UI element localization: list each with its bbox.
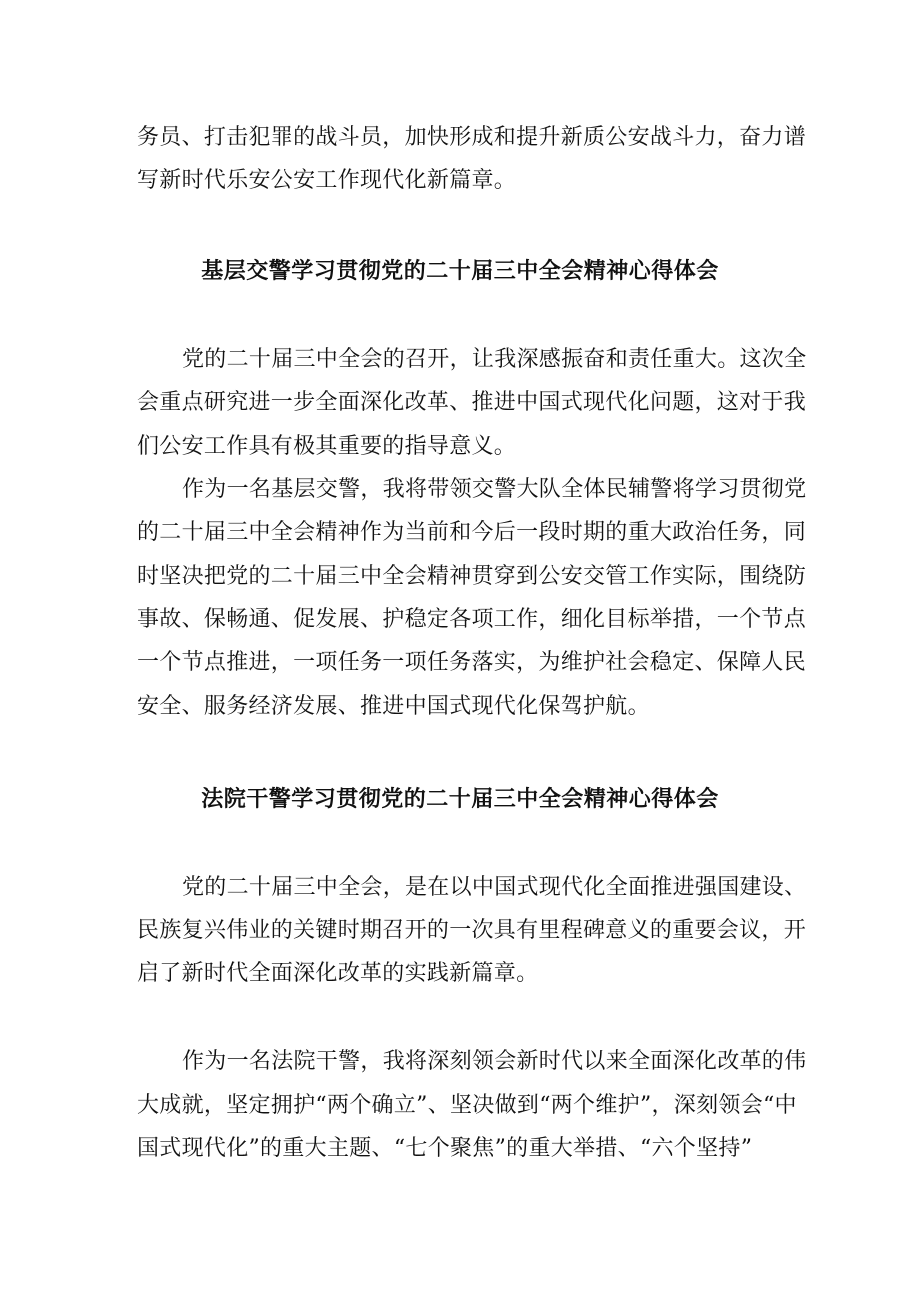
section1-para2-line-5: 一个节点推进，一项任务一项任务落实，为维护社会稳定、保障人民 [137,650,807,675]
section1-para2-line-4: 事故、保畅通、促发展、护稳定各项工作，细化目标举措，一个节点 [137,607,807,632]
section2-para1-line-3: 启了新时代全面深化改革的实践新篇章。 [137,961,539,986]
section2-para1-line-1: 党的二十届三中全会，是在以中国式现代化全面推进强国建设、 [182,875,807,900]
section1-para2-line-2: 的二十届三中全会精神作为当前和今后一段时期的重大政治任务，同 [137,520,807,545]
section2-para2-line-1: 作为一名法院干警，我将深刻领会新时代以来全面深化改革的伟 [182,1049,807,1074]
intro-line-1: 务员、打击犯罪的战斗员，加快形成和提升新质公安战斗力，奋力谱 [137,125,807,150]
intro-line-2: 写新时代乐安公安工作现代化新篇章。 [137,168,517,193]
section1-para1-line-2: 会重点研究进一步全面深化改革、推进中国式现代化问题，这对于我 [137,390,807,415]
section2-title: 法院干警学习贯彻党的二十届三中全会精神心得体会 [201,786,719,812]
section2-para1-line-2: 民族复兴伟业的关键时期召开的一次具有里程碑意义的重要会议，开 [137,918,807,943]
section1-para1-line-1: 党的二十届三中全会的召开，让我深感振奋和责任重大。这次全 [182,347,807,372]
section1-para2-line-1: 作为一名基层交警，我将带领交警大队全体民辅警将学习贯彻党 [182,477,807,502]
section1-para2-line-6: 安全、服务经济发展、推进中国式现代化保驾护航。 [137,694,650,719]
section1-title: 基层交警学习贯彻党的二十届三中全会精神心得体会 [201,258,719,284]
section1-para2-line-3: 时坚决把党的二十届三中全会精神贯穿到公安交管工作实际，围绕防 [137,564,807,589]
section1-para1-line-3: 们公安工作具有极其重要的指导意义。 [137,434,517,459]
section2-para2-line-2: 大成就，坚定拥护“两个确立”、坚决做到“两个维护”，深刻领会“中 [137,1093,797,1118]
section2-para2-line-3: 国式现代化”的重大主题、“七个聚焦”的重大举措、“六个坚持” [137,1136,753,1161]
